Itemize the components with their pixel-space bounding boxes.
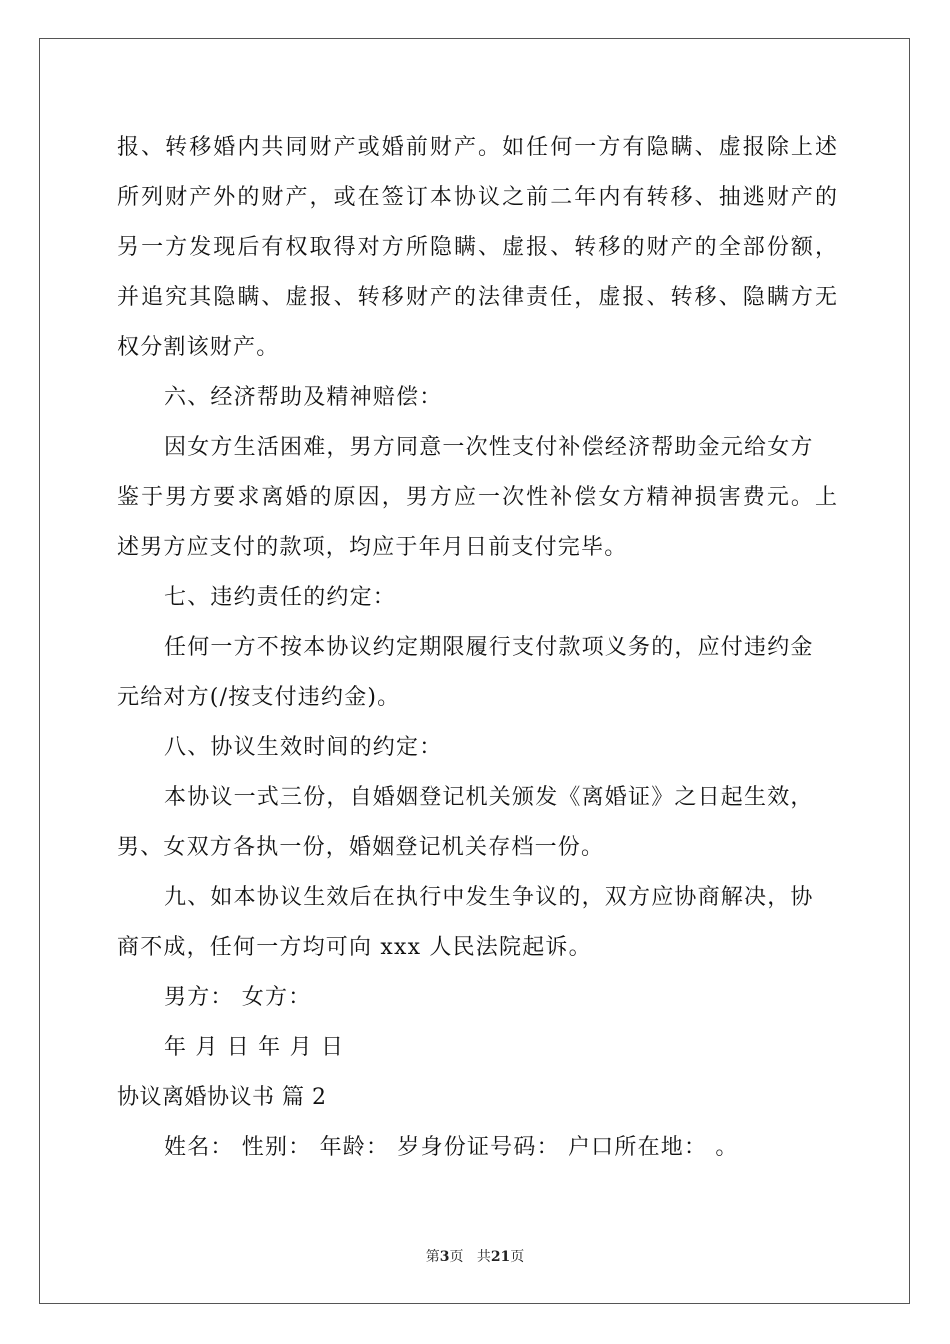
paragraph-line: 任何一方不按本协议约定期限履行支付款项义务的，应付违约金 <box>164 635 814 660</box>
page-footer <box>0 1246 950 1266</box>
paragraph-line: 男、女双方各执一份，婚姻登记机关存档一份。 <box>117 835 605 860</box>
document-title-2: 协议离婚协议书 篇 2 <box>117 1085 327 1110</box>
signature-parties: 男方： 女方： <box>164 985 312 1010</box>
total-pages: 21 <box>490 1249 511 1265</box>
paragraph-line: 所列财产外的财产，或在签订本协议之前二年内有转移、抽逃财产的 <box>117 185 837 210</box>
paragraph-line: 并追究其隐瞒、虚报、转移财产的法律责任，虚报、转移、隐瞒方无 <box>117 285 837 310</box>
paragraph-line: 商不成，任何一方均可向 xxx 人民法院起诉。 <box>117 935 592 960</box>
total-prefix: 共 <box>476 1249 491 1265</box>
section-heading-7: 七、违约责任的约定： <box>164 585 397 610</box>
paragraph-line: 鉴于男方要求离婚的原因，男方应一次性补偿女方精神损害费元。上 <box>117 485 837 510</box>
paragraph-line: 报、转移婚内共同财产或婚前财产。如任何一方有隐瞒、虚报除上述 <box>117 135 837 160</box>
document-body <box>117 123 837 1173</box>
paragraph-line: 元给对方(/按支付违约金)。 <box>117 685 401 710</box>
paragraph-line: 因女方生活困难，男方同意一次性支付补偿经济帮助金元给女方 <box>164 435 814 460</box>
total-suffix: 页 <box>510 1249 525 1265</box>
personal-info-line: 姓名： 性别： 年龄： 岁身份证号码： 户口所在地： 。 <box>164 1135 739 1160</box>
section-heading-6: 六、经济帮助及精神赔偿： <box>164 385 443 410</box>
paragraph-line: 另一方发现后有权取得对方所隐瞒、虚报、转移的财产的全部份额， <box>117 235 837 260</box>
paragraph-line: 本协议一式三份，自婚姻登记机关颁发《离婚证》之日起生效， <box>164 785 814 810</box>
signature-dates: 年 月 日 年 月 日 <box>164 1035 345 1060</box>
section-9-line: 九、如本协议生效后在执行中发生争议的，双方应协商解决，协 <box>164 885 814 910</box>
paragraph-line: 权分割该财产。 <box>117 335 280 360</box>
page-prefix: 第 <box>425 1249 440 1265</box>
paragraph-line: 述男方应支付的款项，均应于年月日前支付完毕。 <box>117 535 628 560</box>
section-heading-8: 八、协议生效时间的约定： <box>164 735 443 760</box>
page-suffix: 页 <box>449 1249 464 1265</box>
page-number: 3 <box>439 1249 450 1265</box>
